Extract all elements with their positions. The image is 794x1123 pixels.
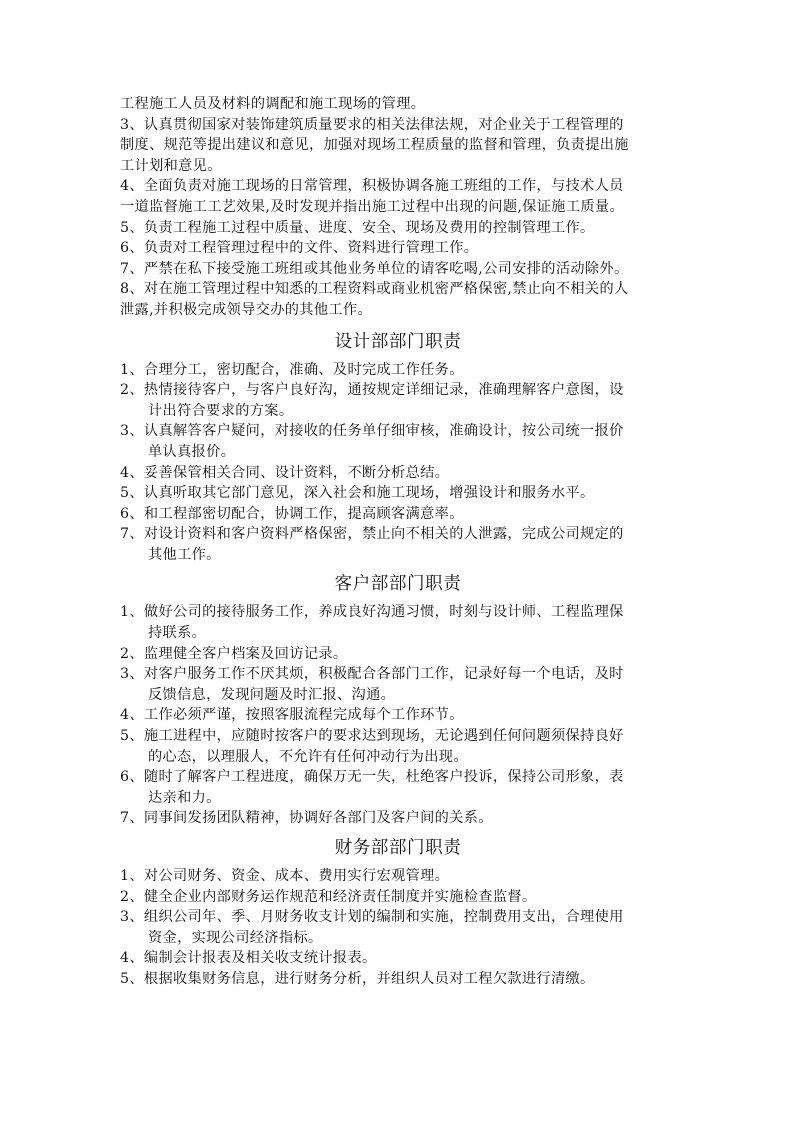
item-text: 热情接待客户，与客户良好沟，通按规定详细记录，准确理解客户意图，设: [143, 382, 624, 399]
item-text: 随时了解客户工程进度，确保万无一失，杜绝客户投诉，保持公司形象，表: [143, 769, 624, 786]
item-text: 泄露,并积极完成领导交办的其他工作。: [120, 301, 372, 318]
item-text: 严禁在私下接受施工班组或其他业务单位的请客吃喝,公司安排的活动除外。: [143, 260, 629, 277]
list-item: [120, 238, 676, 259]
item-text: 合理分工，密切配合，准确、及时完成工作任务。: [143, 361, 464, 378]
list-item: [120, 948, 676, 969]
list-item: [120, 259, 676, 280]
item-text: 妥善保管相关合同、设计资料，不断分析总结。: [143, 464, 450, 481]
item-text: 工作必须严谨，按照客服流程完成每个工作环节。: [143, 707, 464, 724]
item-text: 单认真报价。: [148, 443, 236, 460]
item-number: 4、: [120, 707, 144, 724]
list-item: [120, 726, 676, 767]
list-item: [120, 115, 676, 177]
list-item: [120, 602, 676, 643]
item-text: 认真听取其它部门意见，深入社会和施工现场，增强设计和服务水平。: [143, 485, 595, 502]
item-text: 根据收集财务信息，进行财务分析，并组织人员对工程欠款进行清缴。: [143, 970, 595, 987]
item-text: 负责对工程管理过程中的文件、资料进行管理工作。: [143, 240, 479, 257]
list-item: [120, 483, 676, 504]
item-number: 2、: [120, 888, 144, 905]
list-item: [120, 380, 676, 421]
list-item: [120, 176, 676, 217]
item-number: 5、: [120, 970, 144, 987]
list-item: [120, 907, 676, 948]
item-text: 组织公司年、季、月财务收支计划的编制和实施，控制费用支出，合理使用: [143, 909, 624, 926]
item-text: 全面负责对施工现场的日常管理，积极协调各施工班组的工作，与技术人员: [143, 178, 624, 195]
list-item: [120, 218, 676, 239]
item-text: 反馈信息，发现问题及时汇报、沟通。: [148, 686, 396, 703]
item-number: 6、: [120, 505, 144, 522]
section-heading-design: 设计部部门职责: [334, 331, 462, 352]
item-number: 3、: [120, 909, 144, 926]
item-number: 4、: [120, 950, 144, 967]
item-text: 对在施工管理过程中知悉的工程资料或商业机密严格保密,禁止向不相关的人: [143, 281, 629, 298]
item-text: 计出符合要求的方案。: [148, 402, 294, 419]
item-text: 对客户服务工作不厌其烦，积极配合各部门工作，记录好每一个电话，及时: [143, 666, 624, 683]
item-text: 认真贯彻国家对装饰建筑质量要求的相关法律法规，对企业关于工程管理的: [143, 116, 624, 133]
finance-section: [120, 866, 676, 990]
item-number: 7、: [120, 260, 144, 277]
list-item: [120, 969, 676, 990]
item-number: 5、: [120, 728, 144, 745]
item-text: 一道监督施工工艺效果,及时发现并指出施工过程中出现的问题,保证施工质量。: [120, 198, 624, 215]
section-heading-finance: 财务部部门职责: [334, 838, 462, 858]
list-item: [120, 808, 676, 829]
item-text: 认真解答客户疑问，对接收的任务单仔细审核，准确设计，按公司统一报价: [143, 423, 624, 440]
list-item: [120, 504, 676, 525]
item-number: 7、: [120, 810, 144, 827]
item-number: 3、: [120, 116, 144, 133]
item-number: 5、: [120, 219, 144, 236]
engineering-section: [120, 94, 676, 321]
document-page: [120, 94, 676, 990]
item-text: 监理健全客户档案及回访记录。: [143, 645, 348, 662]
item-text: 编制会计报表及相关收支统计报表。: [143, 950, 377, 967]
item-text: 的心态，以理服人，不允许有任何冲动行为出现。: [148, 748, 468, 765]
client-section: [120, 602, 676, 829]
item-text: 负责工程施工过程中质量、进度、安全、现场及费用的控制管理工作。: [143, 219, 595, 236]
item-text: 对设计资料和客户资料严格保密，禁止向不相关的人泄露，完成公司规定的: [143, 526, 624, 543]
item-number: 7、: [120, 526, 144, 543]
item-number: 2、: [120, 645, 144, 662]
item-text: 对公司财务、资金、成本、费用实行宏观管理。: [143, 868, 450, 884]
item-text: 健全企业内部财务运作规范和经济责任制度并实施检查监督。: [143, 888, 537, 905]
item-number: 1、: [120, 868, 144, 884]
item-number: 3、: [120, 423, 144, 440]
list-item: [120, 664, 676, 705]
section-heading-client: 客户部部门职责: [334, 574, 462, 595]
list-item: [120, 524, 676, 565]
item-number: 1、: [120, 604, 144, 621]
item-text: 工计划和意见。: [120, 157, 222, 174]
list-item: [120, 767, 676, 808]
item-number: 1、: [120, 361, 144, 378]
list-item: [120, 705, 676, 726]
list-item: [120, 887, 676, 908]
list-item: [120, 644, 676, 665]
item-number: 6、: [120, 240, 144, 257]
item-number: 3、: [120, 666, 144, 683]
item-text: 做好公司的接待服务工作，养成良好沟通习惯，时刻与设计师、工程监理保: [143, 604, 624, 621]
list-item: [120, 463, 676, 484]
list-item: [120, 279, 676, 320]
list-item: [120, 866, 676, 887]
item-text: 达亲和力。: [148, 789, 221, 806]
list-item: [120, 421, 676, 462]
engineering-continuation: 工程施工人员及材料的调配和施工现场的管理。: [120, 96, 426, 112]
item-number: 4、: [120, 178, 144, 195]
item-text: 资金，实现公司经济指标。: [148, 929, 323, 946]
item-text: 其他工作。: [148, 546, 221, 563]
item-text: 持联系。: [148, 625, 207, 642]
item-text: 施工进程中，应随时按客户的要求达到现场，无论遇到任何问题须保持良好: [143, 728, 624, 745]
item-number: 5、: [120, 485, 144, 502]
item-number: 6、: [120, 769, 144, 786]
item-text: 和工程部密切配合，协调工作，提高顾客满意率。: [143, 505, 464, 522]
item-number: 8、: [120, 281, 144, 298]
item-text: 制度、规范等提出建议和意见，加强对现场工程质量的监督和管理，负责提出施: [120, 137, 629, 154]
item-text: 同事间发扬团队精神，协调好各部门及客户间的关系。: [143, 810, 493, 827]
item-number: 2、: [120, 382, 144, 399]
design-section: [120, 360, 676, 566]
item-number: 4、: [120, 464, 144, 481]
list-item: [120, 360, 676, 381]
